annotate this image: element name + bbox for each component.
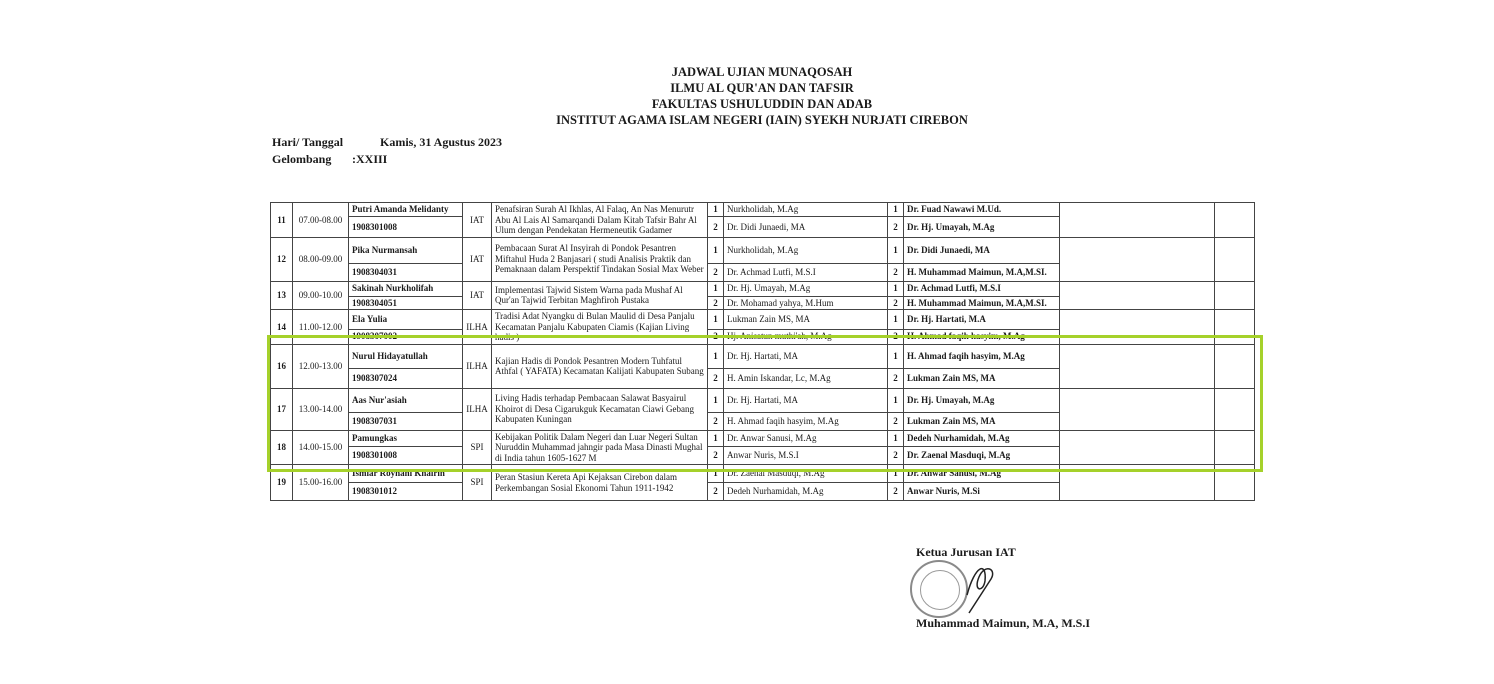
examiner1-name: Dr. Hj. Hartati, MA (724, 344, 888, 368)
study-program: ILHA (463, 388, 492, 430)
examiner2-num: 2 (888, 296, 904, 310)
study-program: SPI (463, 465, 492, 501)
empty-cell (1060, 281, 1215, 310)
date-value: Kamis, 31 Agustus 2023 (380, 135, 503, 149)
signature-name: Muhammad Maimun, M.A, M.S.I (916, 616, 1091, 630)
student-nim: 1908304051 (349, 296, 463, 310)
examiner2-num: 1 (888, 310, 904, 330)
study-program: ILHA (463, 310, 492, 345)
examiner2-num: 1 (888, 344, 904, 368)
examiner1-num: 2 (708, 217, 724, 237)
empty-cell (1215, 344, 1255, 388)
examiner2-num: 2 (888, 217, 904, 237)
examiner2-num: 2 (888, 329, 904, 344)
thesis-title: Tradisi Adat Nyangku di Bulan Maulid di Desa Panjalu Kecamatan Panjalu Kabupaten Ciamis (Kajian Living hadis ) (492, 310, 708, 345)
study-program: IAT (463, 237, 492, 281)
signature-scribble (955, 555, 1005, 615)
examiner1-num: 1 (708, 310, 724, 330)
examiner1-name: Dr. Anwar Sanusi, M.Ag (724, 430, 888, 446)
document-title (540, 64, 984, 128)
examiner1-num: 1 (708, 344, 724, 368)
examiner1-num: 2 (708, 296, 724, 310)
student-name: Aas Nur'asiah (349, 388, 463, 412)
examiner1-num: 2 (708, 483, 724, 501)
row-number: 12 (271, 237, 293, 281)
examiner1-name: Dr. Hj. Umayah, M.Ag (724, 281, 888, 296)
study-program: SPI (463, 430, 492, 465)
empty-cell (1215, 388, 1255, 430)
date-label: Hari/ Tanggal (272, 135, 344, 149)
thesis-title: Kebijakan Politik Dalam Negeri dan Luar Negeri Sultan Nuruddin Muhammad jahngir pada Masa Dinasti Mughal di India tahun 1605-1627 M (492, 430, 708, 465)
thesis-title: Kajian Hadis di Pondok Pesantren Modern Tuhfatul Athfal ( YAFATA) Kecamatan Kalijati Kabupaten Subang (492, 344, 708, 388)
examiner2-name: Dr. Anwar Sanusi, M.Ag (904, 465, 1060, 483)
examiner1-num: 2 (708, 368, 724, 388)
empty-cell (1215, 237, 1255, 281)
exam-time: 14.00-15.00 (293, 430, 349, 465)
examiner1-name: H. Ahmad faqih hasyim, M.Ag (724, 412, 888, 430)
examiner1-name: H. Amin Iskandar, Lc, M.Ag (724, 368, 888, 388)
empty-cell (1215, 465, 1255, 501)
examiner2-name: Dr. Fuad Nawawi M.Ud. (904, 203, 1060, 217)
wave-value: :XXIII (352, 152, 388, 166)
student-nim: 1908307002 (349, 329, 463, 344)
table-row (271, 310, 1255, 330)
title-line: ILMU AL QUR'AN DAN TAFSIR (670, 81, 854, 95)
student-name: Pamungkas (349, 430, 463, 446)
examiner2-name: Dr. Hj. Umayah, M.Ag (904, 217, 1060, 237)
examiner2-num: 1 (888, 281, 904, 296)
empty-cell (1215, 203, 1255, 238)
examiner2-num: 2 (888, 412, 904, 430)
exam-time: 08.00-09.00 (293, 237, 349, 281)
examiner2-name: Dr. Zaenal Masduqi, M.Ag (904, 446, 1060, 464)
empty-cell (1060, 203, 1215, 238)
student-nim: 1908307024 (349, 368, 463, 388)
title-line: FAKULTAS USHULUDDIN DAN ADAB (651, 97, 873, 111)
examiner2-num: 1 (888, 203, 904, 217)
empty-cell (1215, 310, 1255, 345)
examiner2-num: 1 (888, 237, 904, 263)
examiner2-name: Dr. Achmad Lutfi, M.S.I (904, 281, 1060, 296)
empty-cell (1060, 388, 1215, 430)
table-row (271, 203, 1255, 217)
examiner2-num: 2 (888, 368, 904, 388)
schedule-table (270, 202, 1255, 501)
examiner2-name: H. Ahmad faqih hasyim, M.Ag (904, 344, 1060, 368)
student-name: Pika Nurmansah (349, 237, 463, 263)
thesis-title: Living Hadis terhadap Pembacaan Salawat Basyairul Khoirot di Desa Cigarukguk Kecamatan Ciawi Gebang Kabupaten Kuningan (492, 388, 708, 430)
empty-cell (1060, 310, 1215, 345)
examiner1-name: Lukman Zain MS, MA (724, 310, 888, 330)
empty-cell (1060, 430, 1215, 465)
examiner2-name: H. Muhammad Maimun, M.A,M.SI. (904, 263, 1060, 281)
row-number: 18 (271, 430, 293, 465)
study-program: IAT (463, 203, 492, 238)
student-name: Ela Yulia (349, 310, 463, 330)
row-number: 11 (271, 203, 293, 238)
title-line: INSTITUT AGAMA ISLAM NEGERI (IAIN) SYEKH NURJATI CIREBON (556, 113, 968, 127)
examiner2-name: H. Ahmad faqih hasyim, M.Ag (904, 329, 1060, 344)
student-nim: 1908304031 (349, 263, 463, 281)
examiner2-name: Dedeh Nurhamidah, M.Ag (904, 430, 1060, 446)
student-nim: 1908301008 (349, 217, 463, 237)
table-row (271, 388, 1255, 412)
examiner1-num: 2 (708, 412, 724, 430)
wave-label: Gelombang (272, 152, 332, 166)
empty-cell (1215, 430, 1255, 465)
examiner1-name: Nurkholidah, M.Ag (724, 203, 888, 217)
thesis-title: Implementasi Tajwid Sistem Warna pada Mushaf Al Qur'an Tajwid Terbitan Maghfiroh Pustaka (492, 281, 708, 310)
exam-time: 07.00-08.00 (293, 203, 349, 238)
table-row (271, 430, 1255, 446)
examiner1-num: 2 (708, 446, 724, 464)
examiner1-num: 2 (708, 263, 724, 281)
examiner1-name: Dr. Zaenal Masduqi, M.Ag (724, 465, 888, 483)
student-nim: 1908301012 (349, 483, 463, 501)
study-program: IAT (463, 281, 492, 310)
examiner1-name: Dr. Mohamad yahya, M.Hum (724, 296, 888, 310)
study-program: ILHA (463, 344, 492, 388)
examiner2-num: 1 (888, 388, 904, 412)
empty-cell (1060, 237, 1215, 281)
examiner2-num: 2 (888, 483, 904, 501)
exam-time: 15.00-16.00 (293, 465, 349, 501)
thesis-title: Penafsiran Surah Al Ikhlas, Al Falaq, An Nas Menurutr Abu Al Lais Al Samarqandi Dalam Kitab Tafsir Bahr Al Ulum dengan Pendekatan Hermeneutik Gadamer (492, 203, 708, 238)
examiner1-num: 2 (708, 329, 724, 344)
examiner1-num: 1 (708, 430, 724, 446)
examiner2-name: H. Muhammad Maimun, M.A,M.SI. (904, 296, 1060, 310)
table-row (271, 281, 1255, 296)
empty-cell (1215, 281, 1255, 310)
examiner1-name: Dr. Didi Junaedi, MA (724, 217, 888, 237)
title-line: JADWAL UJIAN MUNAQOSAH (671, 65, 853, 79)
row-number: 17 (271, 388, 293, 430)
examiner2-num: 2 (888, 263, 904, 281)
row-number: 16 (271, 344, 293, 388)
examiner2-num: 1 (888, 465, 904, 483)
examiner1-num: 1 (708, 388, 724, 412)
thesis-title: Peran Stasiun Kereta Api Kejaksan Cirebon dalam Perkembangan Sosial Ekonomi Tahun 1911-1942 (492, 465, 708, 501)
examiner1-num: 1 (708, 203, 724, 217)
examiner2-num: 1 (888, 430, 904, 446)
examiner2-name: Anwar Nuris, M.Si (904, 483, 1060, 501)
examiner1-num: 1 (708, 281, 724, 296)
exam-meta (272, 134, 502, 168)
student-name: Nurul Hidayatullah (349, 344, 463, 368)
exam-time: 09.00-10.00 (293, 281, 349, 310)
examiner2-name: Dr. Hj. Umayah, M.Ag (904, 388, 1060, 412)
signature-title: Ketua Jurusan IAT (916, 545, 1016, 559)
empty-cell (1060, 344, 1215, 388)
examiner1-num: 1 (708, 237, 724, 263)
examiner2-name: Lukman Zain MS, MA (904, 412, 1060, 430)
empty-cell (1060, 465, 1215, 501)
examiner2-num: 2 (888, 446, 904, 464)
examiner1-name: Anwar Nuris, M.S.I (724, 446, 888, 464)
student-nim: 1908301008 (349, 446, 463, 464)
table-row (271, 344, 1255, 368)
examiner2-name: Dr. Hj. Hartati, M.A (904, 310, 1060, 330)
student-name: Ismiar Royhani Khairin (349, 465, 463, 483)
exam-time: 13.00-14.00 (293, 388, 349, 430)
table-row (271, 465, 1255, 483)
row-number: 14 (271, 310, 293, 345)
row-number: 13 (271, 281, 293, 310)
examiner1-num: 1 (708, 465, 724, 483)
row-number: 19 (271, 465, 293, 501)
examiner1-name: Dedeh Nurhamidah, M.Ag (724, 483, 888, 501)
examiner2-name: Lukman Zain MS, MA (904, 368, 1060, 388)
exam-time: 12.00-13.00 (293, 344, 349, 388)
schedule-body (271, 203, 1255, 501)
student-name: Sakinah Nurkholifah (349, 281, 463, 296)
thesis-title: Pembacaan Surat Al Insyirah di Pondok Pesantren Miftahul Huda 2 Banjasari ( studi Analisis Praktik dan Pemaknaan dalam Perspektif Tindakan Sosial Max Weber (492, 237, 708, 281)
table-row (271, 237, 1255, 263)
examiner1-name: Hj. Anisatun muthi'ah, M.Ag (724, 329, 888, 344)
exam-time: 11.00-12.00 (293, 310, 349, 345)
student-name: Putri Amanda Melidanty (349, 203, 463, 217)
examiner1-name: Nurkholidah, M.Ag (724, 237, 888, 263)
student-nim: 1908307031 (349, 412, 463, 430)
examiner1-name: Dr. Hj. Hartati, MA (724, 388, 888, 412)
examiner1-name: Dr. Achmad Lutfi, M.S.I (724, 263, 888, 281)
examiner2-name: Dr. Didi Junaedi, MA (904, 237, 1060, 263)
